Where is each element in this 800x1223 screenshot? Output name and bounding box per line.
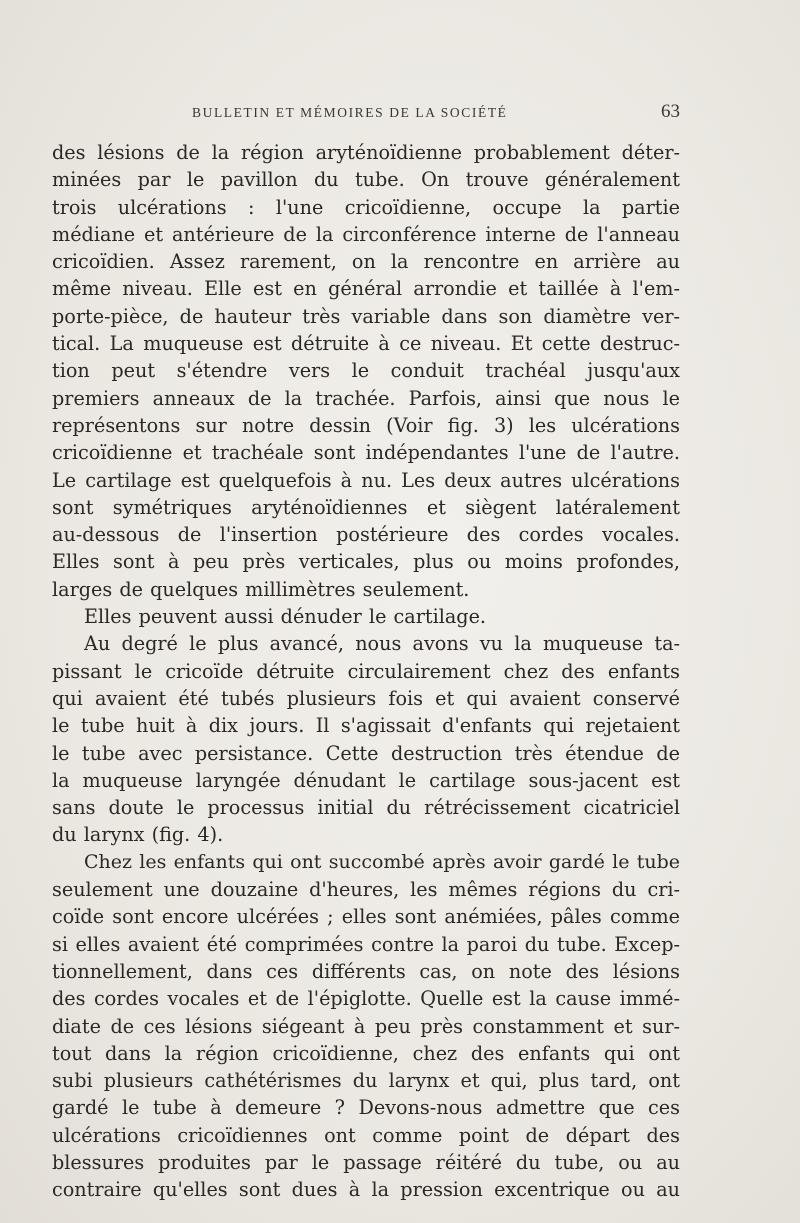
text-line: cricoïdien. Assez rarement, on la rencontre en arrière au — [52, 250, 680, 274]
text-line: tout dans la région cricoïdienne, chez des enfants qui ont — [52, 1041, 680, 1065]
text-line: trois ulcérations : l'une cricoïdienne, occupe la partie — [52, 195, 680, 219]
text-line: larges de quelques millimètres seulement. — [52, 577, 470, 601]
text-line: Le cartilage est quelquefois à nu. Les deux autres ulcérations — [52, 468, 680, 492]
text-line: ulcérations cricoïdiennes ont comme point de départ des — [52, 1123, 680, 1147]
text-line: sont symétriques aryténoïdiennes et siègent latéralement — [52, 495, 680, 519]
text-line: représentons sur notre dessin (Voir fig. 3) les ulcérations — [52, 413, 680, 437]
text-line: contraire qu'elles sont dues à la pression excentrique ou au — [52, 1178, 680, 1202]
body-text — [52, 139, 680, 1204]
text-line: qui avaient été tubés plusieurs fois et qui avaient conservé — [52, 686, 680, 710]
text-line: tionnellement, dans ces différents cas, on note des lésions — [52, 959, 680, 983]
text-line: si elles avaient été comprimées contre la paroi du tube. Excep- — [52, 932, 680, 956]
text-line: la muqueuse laryngée dénudant le cartilage sous-jacent est — [52, 768, 680, 792]
text-line: diate de ces lésions siégeant à peu près constamment et sur- — [52, 1014, 680, 1038]
text-line: du larynx (fig. 4). — [52, 823, 224, 847]
text-line: tion peut s'étendre vers le conduit trachéal jusqu'aux — [52, 359, 680, 383]
text-line: blessures produites par le passage réitéré du tube, ou au — [52, 1150, 680, 1174]
running-head: BULLETIN ET MÉMOIRES DE LA SOCIÉTÉ — [192, 105, 508, 120]
text-line: tical. La muqueuse est détruite à ce niveau. Et cette destruc- — [52, 332, 680, 356]
text-line: au-dessous de l'insertion postérieure des cordes vocales. — [52, 523, 680, 547]
text-line: des lésions de la région aryténoïdienne probablement déter- — [52, 141, 680, 164]
text-line: même niveau. Elle est en général arrondie et taillée à l'em- — [52, 277, 680, 301]
text-line: porte-pièce, de hauteur très variable dans son diamètre ver- — [52, 304, 680, 328]
text-line: cricoïdienne et trachéale sont indépendantes l'une de l'autre. — [52, 441, 680, 465]
text-line: le tube huit à dix jours. Il s'agissait d'enfants qui rejetaient — [52, 714, 680, 738]
text-line: gardé le tube à demeure ? Devons-nous admettre que ces — [52, 1096, 680, 1120]
text-line: coïde sont encore ulcérées ; elles sont anémiées, pâles comme — [52, 905, 680, 929]
text-line: subi plusieurs cathétérismes du larynx et qui, plus tard, ont — [52, 1069, 680, 1093]
text-line: premiers anneaux de la trachée. Parfois, ainsi que nous le — [52, 386, 680, 410]
text-line: des cordes vocales et de l'épiglotte. Quelle est la cause immé- — [52, 987, 680, 1011]
text-line: le tube avec persistance. Cette destruction très étendue de — [52, 741, 680, 765]
paragraph-start: Elles peuvent aussi dénuder le cartilage. — [84, 605, 487, 629]
text-line: Elles sont à peu près verticales, plus ou moins profondes, — [52, 550, 680, 574]
paragraph-start: Au degré le plus avancé, nous avons vu la muqueuse ta- — [84, 632, 680, 656]
text-line: pissant le cricoïde détruite circulairement chez des enfants — [52, 659, 680, 683]
paragraph-start: Chez les enfants qui ont succombé après avoir gardé le tube — [84, 850, 680, 873]
text-line: médiane et antérieure de la circonférence interne de l'anneau — [52, 222, 680, 246]
page-number: 63 — [661, 101, 680, 122]
text-line: minées par le pavillon du tube. On trouve généralement — [52, 168, 680, 192]
text-line: seulement une douzaine d'heures, les mêmes régions du cri- — [52, 878, 680, 902]
text-line: sans doute le processus initial du rétrécissement cicatriciel — [52, 796, 680, 820]
page-header — [180, 101, 680, 125]
